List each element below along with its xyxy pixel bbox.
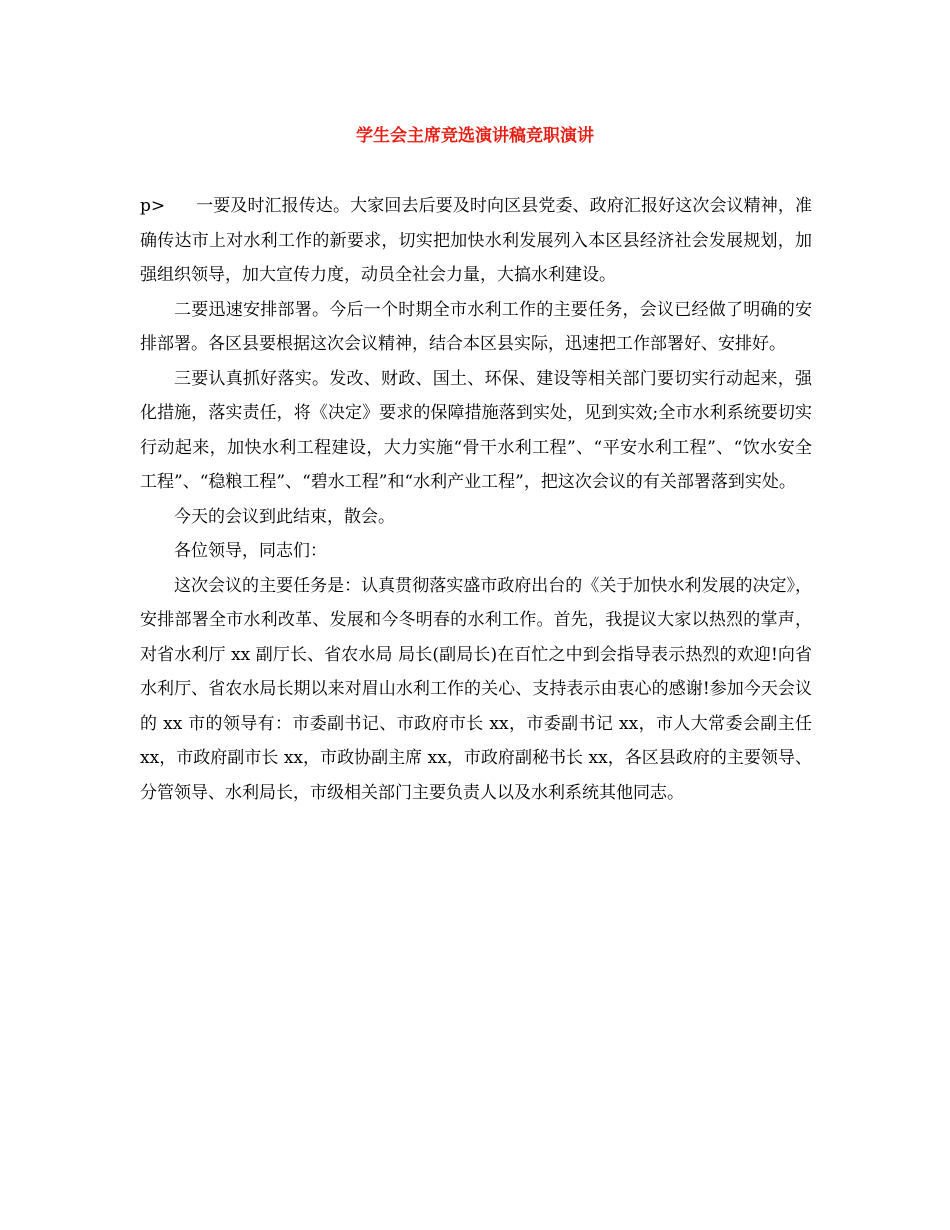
paragraph-6: 这次会议的主要任务是：认真贯彻落实盛市政府出台的《关于加快水利发展的决定》，安排部署全市水利改革、发展和今冬明春的水利工作。首先，我提议大家以热烈的掌声，对省水利厅 xx 副厅长、省农水局 局长(副局长)在百忙之中到会指导表示热烈的欢迎!向省水利厅、省农水局长期以来对眉山水利工作的关心、支持表示由衷心的感谢!参加今天会议的 xx 市的领导有：市委副书记、市政府市长 xx，市委副书记 xx，市人大常委会副主任 xx，市政府副市长 xx，市政协副主席 xx，市政府副秘书长 xx，各区县政府的主要领导、分管领导、水利局长，市级相关部门主要负责人以及水利系统其他同志。 <box>140 575 812 803</box>
paragraph-4: 今天的会议到此结束，散会。 <box>174 506 395 527</box>
paragraph-5: 各位领导，同志们： <box>174 541 327 561</box>
paragraph-1-text: 一要及时汇报传达。大家回去后要及时向区县党委、政府汇报好这次会议精神，准确传达市上对水利工作的新要求，切实把加快水利发展列入本区县经济社会发展规划，加强组织领导，加大宣传力度，动员全社会力量，大搞水利建设。 <box>140 196 812 285</box>
document-title: 学生会主席竞选演讲稿竞职演讲 <box>356 126 594 146</box>
paragraph-1 <box>140 189 812 293</box>
paragraph-3: 三要认真抓好落实。发改、财政、国土、环保、建设等相关部门要切实行动起来，强化措施，落实责任，将《决定》要求的保障措施落到实处，见到实效;全市水利系统要切实行动起来，加快水利工程建设，大力实施“骨干水利工程”、“平安水利工程”、“饮水安全工程”、“稳粮工程”、“碧水工程”和“水利产业工程”，把这次会议的有关部署落到实处。 <box>140 368 812 492</box>
paragraph-prefix: p> <box>140 196 166 216</box>
document-body <box>140 189 812 810</box>
paragraph-2: 二要迅速安排部署。今后一个时期全市水利工作的主要任务，会议已经做了明确的安排部署。各区县要根据这次会议精神，结合本区县实际，迅速把工作部署好、安排好。 <box>140 299 812 354</box>
